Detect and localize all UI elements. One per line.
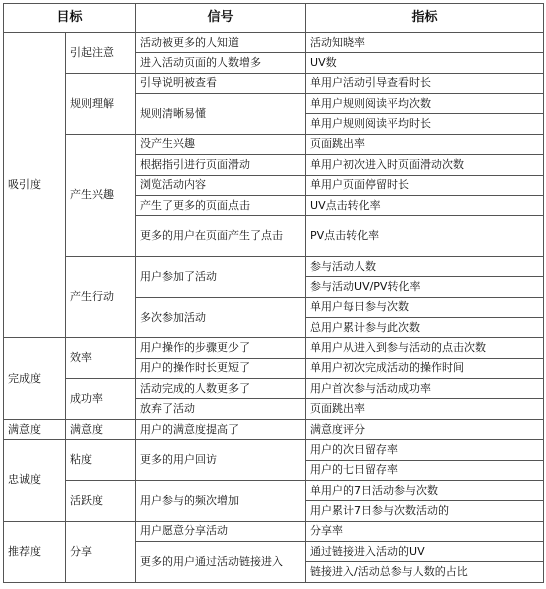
header-signal: 信号 (136, 4, 306, 33)
category-stickiness: 粘度 (66, 440, 136, 481)
header-goal: 目标 (4, 4, 136, 33)
metric-cell: 链接进入/活动总参与人数的占比 (306, 562, 544, 583)
table-row (4, 134, 544, 154)
signal-cell: 更多的用户回访 (136, 440, 306, 481)
metric-cell: 单用户规则阅读平均时长 (306, 114, 544, 134)
header-metric: 指标 (306, 4, 544, 33)
signal-cell: 用户的操作时长更短了 (136, 358, 306, 378)
signal-cell: 没产生兴趣 (136, 134, 306, 154)
metric-cell: 页面跳出率 (306, 134, 544, 154)
signal-cell: 用户愿意分享活动 (136, 521, 306, 541)
metric-cell: 单用户规则阅读平均次数 (306, 94, 544, 114)
table-row (4, 73, 544, 93)
table-row (4, 521, 544, 541)
table-row (4, 440, 544, 460)
goal-recommendation: 推荐度 (4, 521, 66, 582)
category-satisfaction: 满意度 (66, 419, 136, 439)
metric-cell: 满意度评分 (306, 419, 544, 439)
metric-cell: 单用户从进入到参与活动的点击次数 (306, 338, 544, 358)
signal-cell: 活动完成的人数更多了 (136, 379, 306, 399)
metric-cell: 分享率 (306, 521, 544, 541)
signal-cell: 引导说明被查看 (136, 73, 306, 93)
signal-cell: 规则清晰易懂 (136, 94, 306, 135)
signal-cell: 活动被更多的人知道 (136, 33, 306, 53)
category-activity: 活跃度 (66, 480, 136, 521)
category-efficiency: 效率 (66, 338, 136, 379)
goal-satisfaction: 满意度 (4, 419, 66, 439)
table-row (4, 256, 544, 276)
metric-cell: PV点击转化率 (306, 216, 544, 257)
goal-completion: 完成度 (4, 338, 66, 419)
category-attention: 引起注意 (66, 33, 136, 74)
signal-cell: 用户操作的步骤更少了 (136, 338, 306, 358)
metric-cell: 用户的次日留存率 (306, 440, 544, 460)
metric-cell: 通过链接进入活动的UV (306, 542, 544, 562)
metric-cell: 总用户累计参与此次数 (306, 318, 544, 338)
metric-cell: 参与活动UV/PV转化率 (306, 277, 544, 297)
signal-cell: 更多的用户在页面产生了点击 (136, 216, 306, 257)
table-row (4, 33, 544, 53)
signal-cell: 用户参加了活动 (136, 256, 306, 297)
metric-cell: 用户累计7日参与次数活动的 (306, 501, 544, 521)
metric-cell: UV数 (306, 53, 544, 73)
signal-cell: 放弃了活动 (136, 399, 306, 419)
goal-loyalty: 忠诚度 (4, 440, 66, 521)
metrics-table (3, 3, 544, 583)
signal-cell: 浏览活动内容 (136, 175, 306, 195)
signal-cell: 多次参加活动 (136, 297, 306, 338)
table-row (4, 338, 544, 358)
signal-cell: 用户的满意度提高了 (136, 419, 306, 439)
metric-cell: 单用户每日参与次数 (306, 297, 544, 317)
metric-cell: 单用户页面停留时长 (306, 175, 544, 195)
metric-cell: 活动知晓率 (306, 33, 544, 53)
metric-cell: 单用户的7日活动参与次数 (306, 480, 544, 500)
table-row (4, 419, 544, 439)
header-row (4, 4, 544, 33)
signal-cell: 产生了更多的页面点击 (136, 195, 306, 215)
metric-cell: 页面跳出率 (306, 399, 544, 419)
metric-cell: 用户首次参与活动成功率 (306, 379, 544, 399)
metric-cell: 用户的七日留存率 (306, 460, 544, 480)
metric-cell: 参与活动人数 (306, 256, 544, 276)
category-rules: 规则理解 (66, 73, 136, 134)
table-row (4, 379, 544, 399)
signal-cell: 进入活动页面的人数增多 (136, 53, 306, 73)
metric-cell: 单用户初次进入时页面滑动次数 (306, 155, 544, 175)
metric-cell: UV点击转化率 (306, 195, 544, 215)
metric-cell: 单用户初次完成活动的操作时间 (306, 358, 544, 378)
signal-cell: 更多的用户通过活动链接进入 (136, 542, 306, 583)
signal-cell: 根据指引进行页面滑动 (136, 155, 306, 175)
category-action: 产生行动 (66, 256, 136, 337)
category-interest: 产生兴趣 (66, 134, 136, 256)
category-success-rate: 成功率 (66, 379, 136, 420)
table-row (4, 480, 544, 500)
metric-cell: 单用户活动引导查看时长 (306, 73, 544, 93)
signal-cell: 用户参与的频次增加 (136, 480, 306, 521)
category-share: 分享 (66, 521, 136, 582)
goal-attraction: 吸引度 (4, 33, 66, 338)
